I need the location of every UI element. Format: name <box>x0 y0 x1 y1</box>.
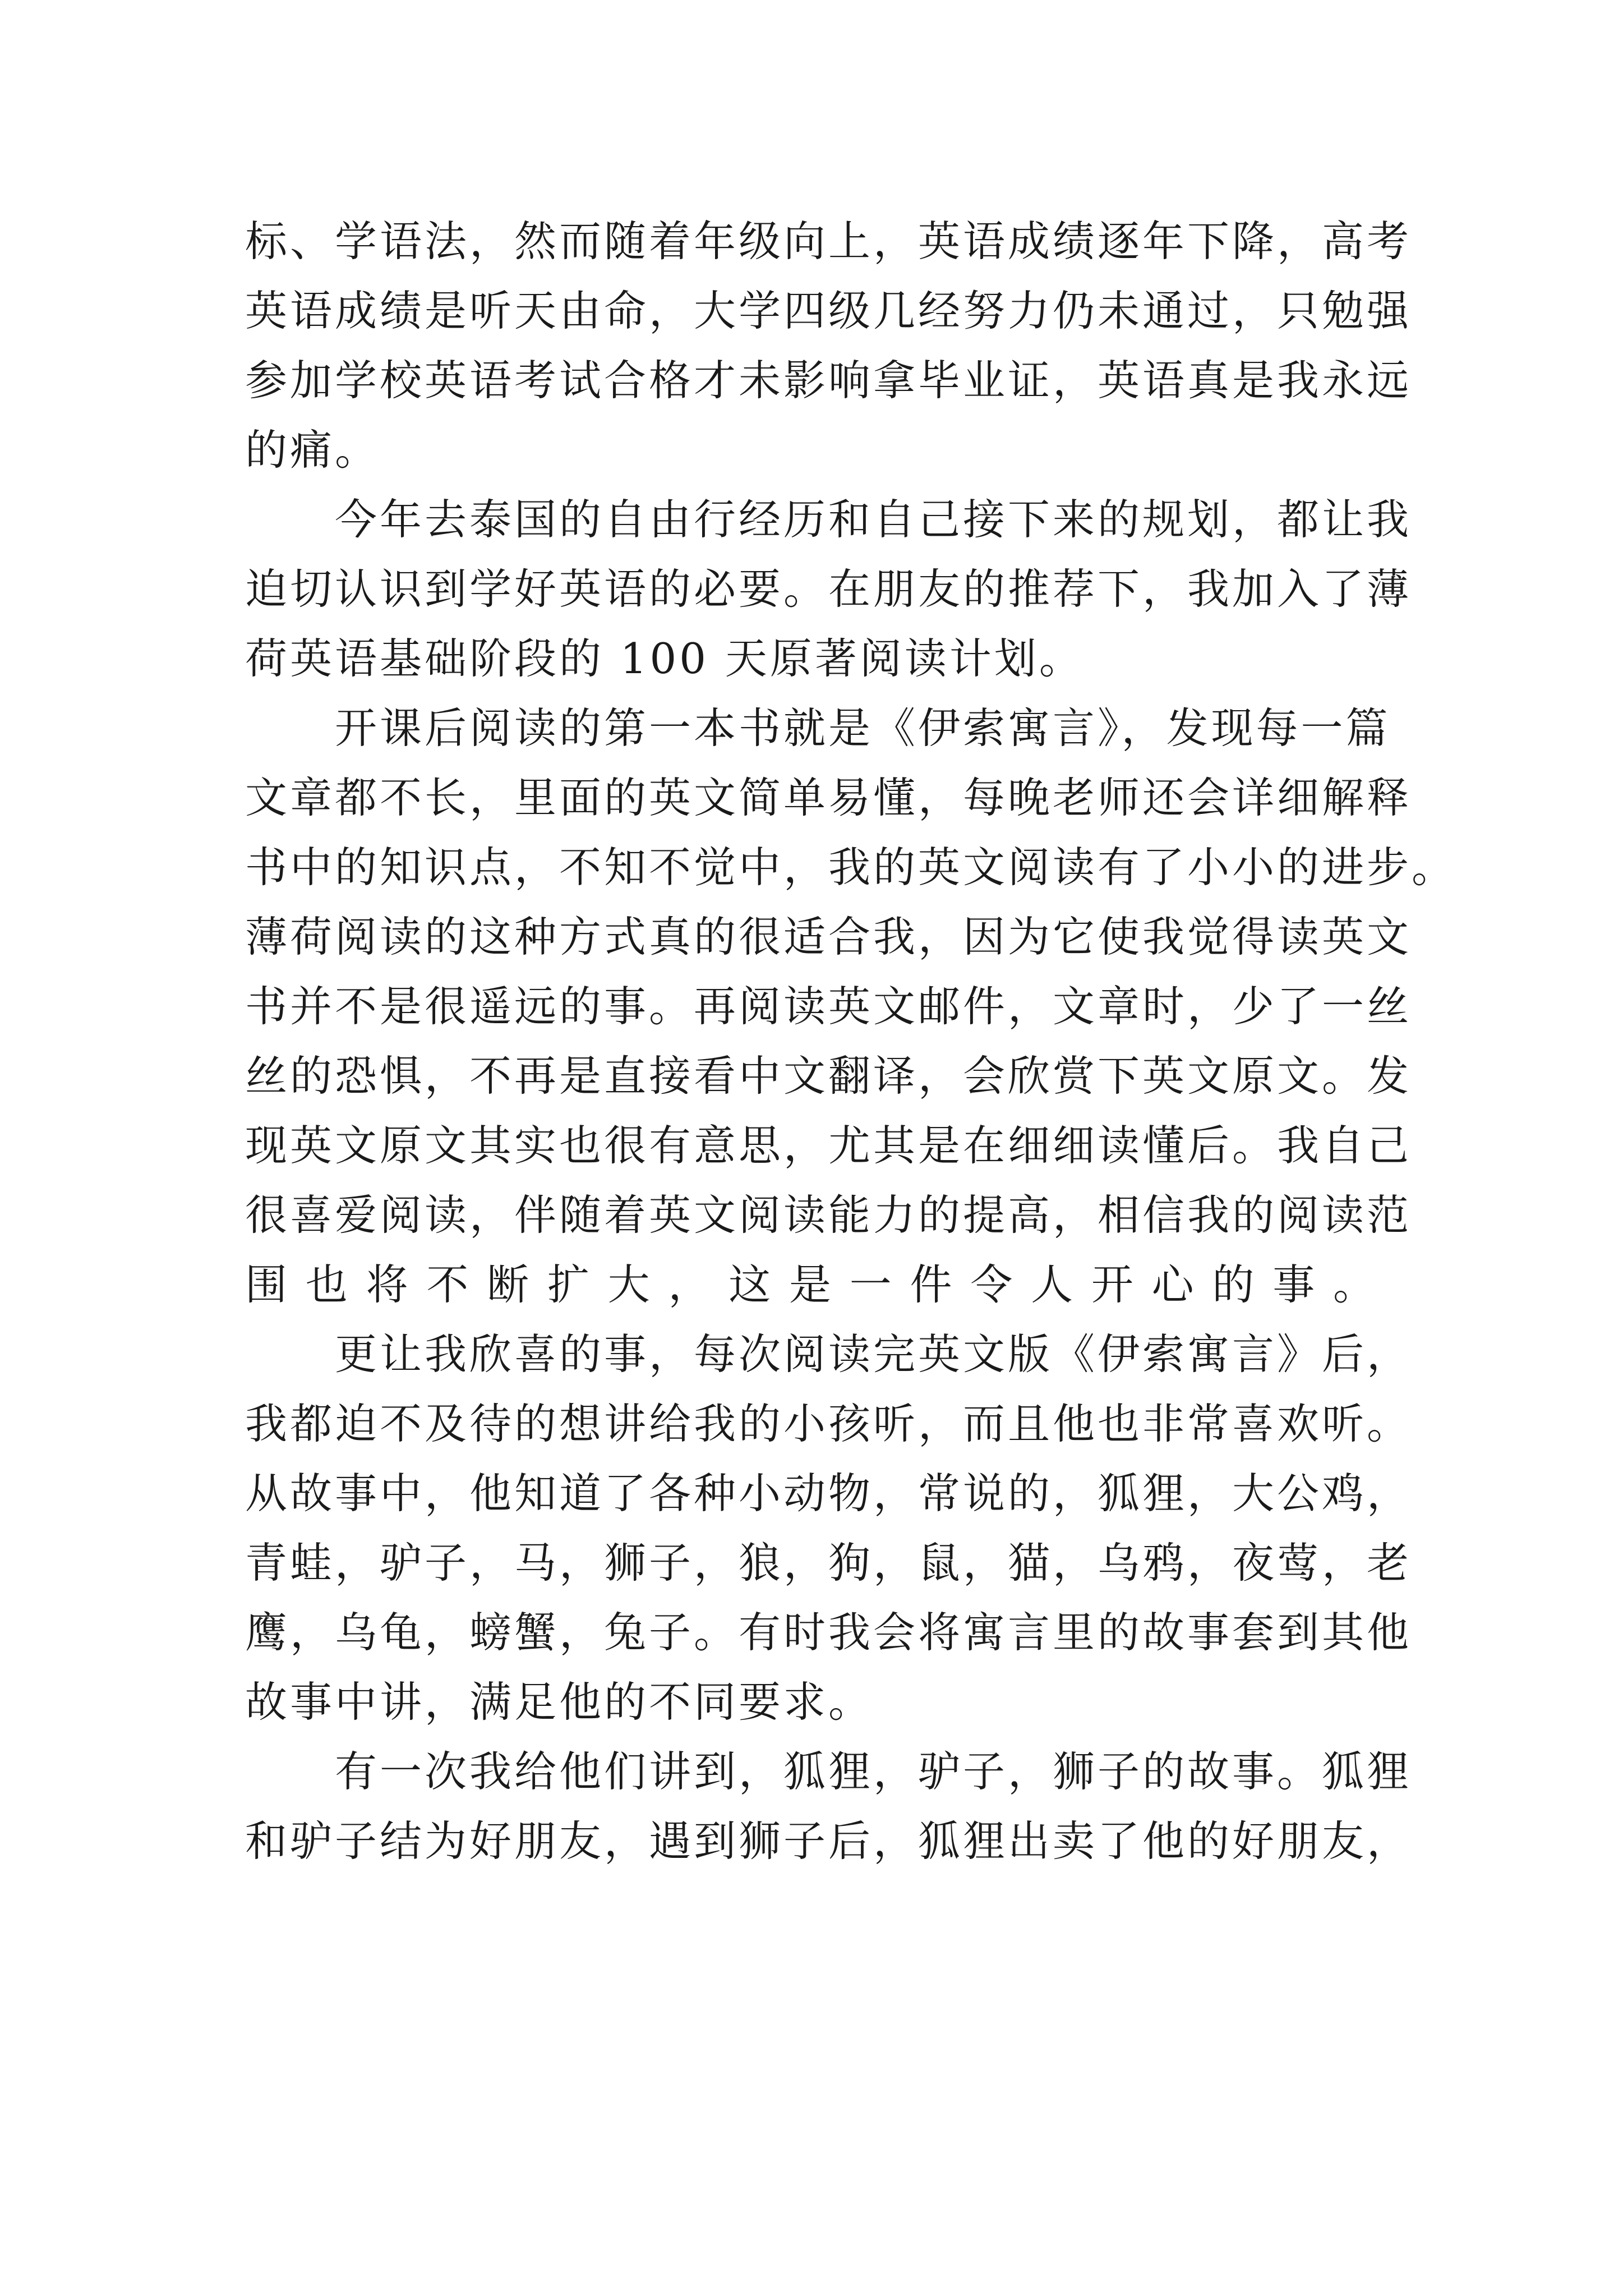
text-line: 从故事中，他知道了各种小动物，常说的，狐狸，大公鸡， <box>245 1469 1412 1518</box>
text-line: 开课后阅读的第一本书就是《伊索寓言》，发现每一篇 <box>335 703 1391 753</box>
paragraph-1 <box>245 206 1412 485</box>
text-line: 有一次我给他们讲到，狐狸，驴子，狮子的故事。狐狸 <box>335 1747 1412 1796</box>
text-line: 青蛙，驴子，马，狮子，狼，狗，鼠，猫，乌鸦，夜莺，老 <box>245 1538 1412 1588</box>
paragraph-2 <box>245 485 1412 693</box>
text-line: 围也将不断扩大，这是一件令人开心的事。 <box>245 1260 1378 1309</box>
text-line: 标、学语法，然而随着年级向上，英语成绩逐年下降，高考 <box>245 217 1412 266</box>
text-line: 现英文原文其实也很有意思，尤其是在细细读懂后。我自己 <box>245 1121 1412 1170</box>
text-line: 鹰，乌龟，螃蟹，兔子。有时我会将寓言里的故事套到其他 <box>245 1608 1412 1657</box>
text-line: 今年去泰国的自由行经历和自己接下来的规划，都让我 <box>335 495 1412 544</box>
text-line: 迫切认识到学好英语的必要。在朋友的推荐下，我加入了薄 <box>245 564 1412 614</box>
document-body <box>245 206 1457 1876</box>
text-line: 我都迫不及待的想讲给我的小孩听，而且他也非常喜欢听。 <box>245 1399 1412 1448</box>
text-line: 文章都不长，里面的英文简单易懂，每晚老师还会详细解释 <box>245 773 1412 822</box>
text-line: 书并不是很遥远的事。再阅读英文邮件，文章时，少了一丝 <box>245 982 1412 1031</box>
text-line: 荷英语基础阶段的 100 天原著阅读计划。 <box>245 634 1084 683</box>
text-line: 书中的知识点，不知不觉中，我的英文阅读有了小小的进步。 <box>245 843 1457 892</box>
text-line: 的痛。 <box>245 425 380 475</box>
text-line: 丝的恐惧，不再是直接看中文翻译，会欣赏下英文原文。发 <box>245 1051 1412 1101</box>
text-line: 很喜爱阅读，伴随着英文阅读能力的提高，相信我的阅读范 <box>245 1190 1412 1240</box>
text-line: 薄荷阅读的这种方式真的很适合我，因为它使我觉得读英文 <box>245 912 1412 961</box>
paragraph-5 <box>245 1737 1412 1876</box>
paragraph-3 <box>245 693 1457 1319</box>
text-line: 更让我欣喜的事，每次阅读完英文版《伊索寓言》后， <box>335 1329 1412 1379</box>
text-line: 参加学校英语考试合格才未影响拿毕业证，英语真是我永远 <box>245 356 1412 405</box>
text-line: 故事中讲，满足他的不同要求。 <box>245 1677 874 1727</box>
text-line: 和驴子结为好朋友，遇到狮子后，狐狸出卖了他的好朋友， <box>245 1816 1412 1866</box>
paragraph-4 <box>245 1319 1412 1737</box>
text-line: 英语成绩是听天由命，大学四级几经努力仍未通过，只勉强 <box>245 286 1412 335</box>
